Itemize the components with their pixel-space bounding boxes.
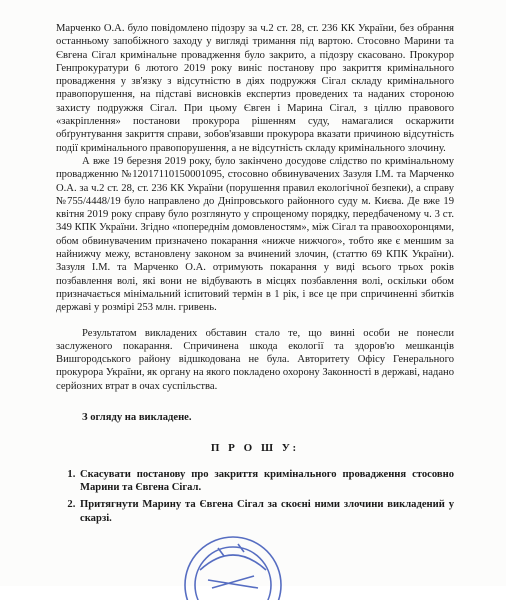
request-list: [56, 468, 454, 525]
stamp-seal: [178, 530, 288, 600]
document-body: [56, 22, 454, 529]
paragraph-result: Результатом викладених обставин стало те, що винні особи не понесли заслуженого покарання. Спричинена шкода екології та здоров'ю мешканців Вишгородського району відшкодована не була. Авторитету Офісу Генерального прокурора України, як органу на якого покладено охорону Законності в державі, надано серйозних втрат в очах суспільства.: [56, 327, 454, 392]
conclusion-line: З огляду на викладене.: [82, 412, 192, 424]
paragraph-suspicion: Марченко О.А. було повідомлено підозру за ч.2 ст. 28, ст. 236 КК України, без обрання останньому запобіжного заходу у вигляді тримання під вартою. Стосовно Марини та Євгена Сігал кримінальне провадження було закрито, а підозру скасовано. Прокурор Генпрокуратури 6 лютого 2019 року виніс постанову про закриття кримінального провадження у зв'язку з відсутністю в діях подружжя Сігал складу кримінального правопорушення, на підставі висновків експертиз проведених та наданих стороною захисту подружжя Сігал. При цьому Євген і Марина Сігал, з ціллю правового «закріплення» постанови прокурора рішенням суду, намагалися оскаржити обґрунтування закриття справи, зобов'язавши прокурора вказати причиною відсутність події кримінального правопорушення, а не відсутність складу кримінального злочину.: [56, 23, 454, 154]
request-heading: П Р О Ш У:: [210, 442, 300, 455]
paragraph-investigation: А вже 19 березня 2019 року, було закінчено досудове слідство по кримінальному провадженню №12017110150001095, стосовно обвинувачених Зазуля І.М. та Марченко О.А. за ч.2 ст. 28, ст. 236 КК України (порушення правил екологічної безпеки), а справу №755/4448/19 було направлено до Дніпровського районного суду м. Києва. Де вже 19 квітня 2019 року справу було розглянуто у спрощеному порядку, передбаченому ч. 3 ст. 349 КПК України. Згідно «попереднім домовленостям», між Сігал та правоохоронцями, обом обвинуваченим призначено покарання «нижче нижчого», тобто яке є меншим за найнижчу межу, встановлену законом за вчинений злочин, (статтю 69 КПК України). Зазуля І.М. та Марченко О.А. отримують покарання у виді всього трьох років позбавлення волі, які вони не відбувають в місцях позбавлення волі, оскільки обом призначається мінімальний іспитовий термін в 1 рік, і все це при спричиненні збитків державі у розмірі 253 млн. гривень.: [56, 155, 454, 314]
request-item: 1. Скасувати постанову про закриття кримінального провадження стосовно Марини та Євгена Сігал.: [78, 468, 454, 495]
request-item: 2. Притягнути Марину та Євгена Сігал за скоєні ними злочини викладений у скарзі.: [78, 498, 454, 525]
